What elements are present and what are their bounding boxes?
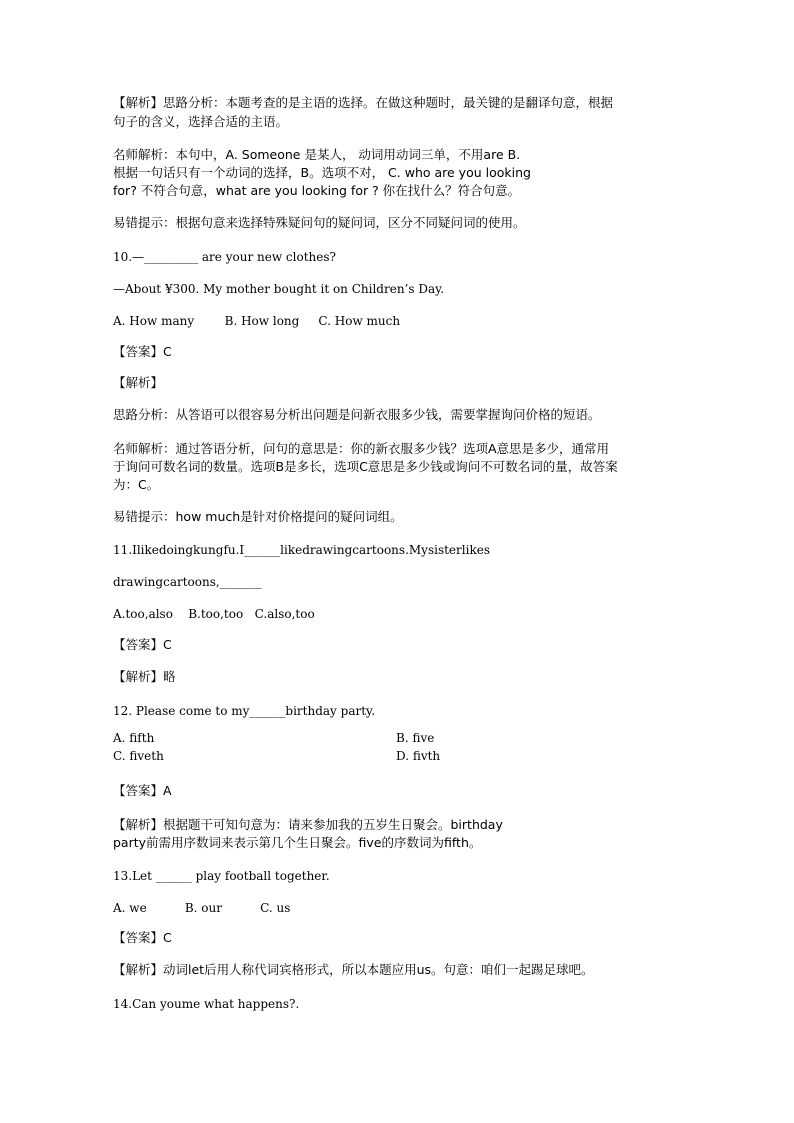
- question-12: 12. Please come to my______birthday party.: [113, 704, 376, 718]
- analysis-9-line1: 【解析】思路分析：本题考查的是主语的选择。在做这种题时，最关键的是翻译句意，根据: [113, 95, 614, 110]
- answer-10: 【答案】C: [113, 344, 172, 359]
- answer-12: 【答案】A: [113, 783, 172, 798]
- analysis-13: 【解析】动词let后用人称代词宾格形式，所以本题应用us。句意：咱们一起踢足球吧。: [113, 962, 594, 977]
- question-10-reply: —About ¥300. My mother bought it on Children’s Day.: [113, 282, 445, 296]
- question-11-line2: drawingcartoons,_______: [113, 575, 262, 589]
- question-13-options: A. we B. our C. us: [113, 901, 291, 915]
- tip-10: 易错提示：how much是针对价格提问的疑问词组。: [113, 509, 403, 524]
- answer-11: 【答案】C: [113, 637, 172, 652]
- teacher-analysis-10-line1: 名师解析：通过答语分析，问句的意思是：你的新衣服多少钱？选项A意思是多少，通常用: [113, 441, 610, 456]
- analysis-9-line2: 句子的含义，选择合适的主语。: [113, 114, 289, 129]
- question-11-options: A.too,also B.too,too C.also,too: [113, 607, 315, 621]
- answer-13: 【答案】C: [113, 930, 172, 945]
- analysis-12-line1: 【解析】根据题干可知句意为：请来参加我的五岁生日聚会。birthday: [113, 817, 503, 832]
- question-10: 10.—_________ are your new clothes?: [113, 250, 336, 264]
- question-14: 14.Can youme what happens?.: [113, 997, 300, 1011]
- analysis-12-line2: party前需用序数词来表示第几个生日聚会。five的序数词为fifth。: [113, 835, 482, 850]
- question-13: 13.Let ______ play football together.: [113, 869, 330, 883]
- question-11-line1: 11.Ilikedoingkungfu.I______likedrawingcartoons.Mysisterlikes: [113, 543, 490, 557]
- q12-option-c: C. fiveth: [113, 749, 164, 763]
- question-10-options: A. How many B. How long C. How much: [113, 314, 401, 328]
- analysis-10-line1: 思路分析：从答语可以很容易分析出问题是问新衣服多少钱，需要掌握询问价格的短语。: [113, 407, 601, 422]
- analysis-11: 【解析】略: [113, 669, 176, 684]
- teacher-analysis-9-line3: for? 不符合句意，what are you looking for ? 你在找什么？符合句意。: [113, 183, 521, 198]
- teacher-analysis-9-line1: 名师解析：本句中，A. Someone 是某人， 动词用动词三单，不用are B.: [113, 147, 521, 162]
- tip-9: 易错提示：根据句意来选择特殊疑问句的疑问词，区分不同疑问词的使用。: [113, 215, 526, 230]
- teacher-analysis-10-line2: 于询问可数名词的数量。选项B是多长，选项C意思是多少钱或询问不可数名词的量，故答案: [113, 459, 618, 474]
- analysis-10-heading: 【解析】: [113, 375, 164, 390]
- teacher-analysis-10-line3: 为：C。: [113, 477, 160, 492]
- teacher-analysis-9-line2: 根据一句话只有一个动词的选择，B。选项不对， C. who are you looking: [113, 165, 531, 180]
- q12-option-d: D. fivth: [396, 749, 441, 763]
- q12-option-b: B. five: [396, 731, 435, 745]
- q12-option-a: A. fifth: [113, 731, 155, 745]
